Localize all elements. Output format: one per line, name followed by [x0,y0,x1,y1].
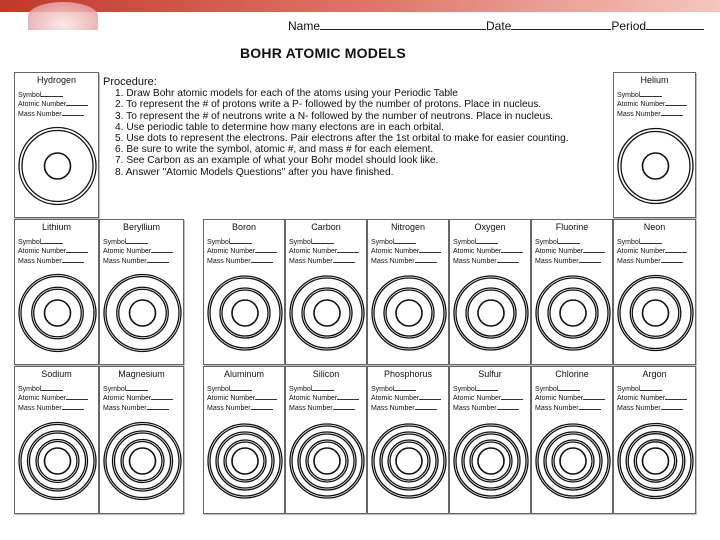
symbol-blank[interactable] [312,385,334,391]
electron-shell-ring [470,440,512,482]
electron-shell-ring [552,440,594,482]
electron-shell-ring [119,289,167,337]
symbol-label: Symbol [617,92,641,99]
atomic-number-blank[interactable] [66,100,88,106]
bohr-model-diagram [450,409,531,513]
symbol-label: Symbol [371,239,395,246]
bohr-model-diagram [614,262,696,364]
atomic-number-label: Atomic Number [371,395,420,403]
electron-shell-ring [104,423,181,500]
bohr-model-diagram [15,409,99,513]
electron-shell-ring [462,432,520,490]
electron-shell-ring [630,288,681,339]
electron-shell-ring [380,432,438,490]
symbol-blank[interactable] [558,385,580,391]
symbol-row [207,238,277,247]
element-card-fluorine [531,219,613,365]
electron-shell-ring [388,440,430,482]
nucleus-circle [232,448,258,474]
element-card-silicon [285,366,367,514]
atomic-number-label: Atomic Number [18,101,67,109]
electron-shell-ring [298,432,356,490]
electron-shell-ring [374,426,444,496]
electron-shell-ring [290,276,364,350]
procedure-title: Procedure: [103,76,157,88]
atomic-number-label: Atomic Number [453,248,502,256]
atomic-number-blank[interactable] [583,394,605,400]
symbol-blank[interactable] [126,238,148,244]
element-name: Carbon [311,222,341,232]
mass-number-label: Mass Number [18,110,62,118]
electron-shell-ring [290,424,364,498]
electron-shell-ring [621,132,690,201]
symbol-blank[interactable] [640,238,662,244]
atomic-number-blank[interactable] [501,394,523,400]
symbol-label: Symbol [289,386,313,393]
electron-shell-ring [618,276,693,351]
symbol-row [617,238,687,247]
nucleus-circle [560,448,586,474]
date-blank[interactable] [511,20,611,30]
atomic-number-row [18,247,88,256]
procedure-step: 3. To represent the # of neutrons write a N- followed by the number of neutrons. Place in nucleus. [115,110,554,122]
electron-shell-ring [538,426,608,496]
symbol-row [207,385,277,394]
electron-shell-ring [222,290,268,336]
bohr-model-diagram [204,409,285,513]
symbol-blank[interactable] [476,238,498,244]
nucleus-circle [45,448,71,474]
element-card-carbon [285,219,367,365]
procedure-step: 2. To represent the # of protons write a P- followed by the number of protons. Place in nucleus. [115,99,542,111]
mass-number-label: Mass Number [207,257,251,265]
symbol-row [453,385,523,394]
atomic-number-label: Atomic Number [453,395,502,403]
element-card-helium [613,72,696,218]
atomic-number-label: Atomic Number [18,395,67,403]
name-label: Name [288,19,321,33]
atomic-number-blank[interactable] [151,247,173,253]
procedure-step: 7. See Carbon as an example of what your Bohr model should look like. [115,155,439,167]
nucleus-circle [314,300,340,326]
atomic-number-blank[interactable] [419,247,441,253]
electron-shell-ring [384,288,434,338]
electron-shell-ring [372,276,446,350]
symbol-label: Symbol [18,239,42,246]
element-card-boron [203,219,285,365]
atomic-number-row [453,394,523,403]
atomic-number-blank[interactable] [337,247,359,253]
atomic-number-blank[interactable] [255,394,277,400]
element-card-chlorine [531,366,613,514]
symbol-blank[interactable] [394,238,416,244]
atomic-number-label: Atomic Number [103,248,152,256]
symbol-row [18,385,88,394]
electron-shell-ring [544,432,602,490]
atomic-number-blank[interactable] [583,247,605,253]
procedure-step: 6. Be sure to write the symbol, atomic #, and mass # for each element. [115,144,434,156]
mass-number-label: Mass Number [289,404,333,412]
symbol-label: Symbol [289,239,313,246]
nucleus-circle [560,300,586,326]
electron-shell-ring [536,424,610,498]
symbol-blank[interactable] [41,91,63,97]
element-name: Nitrogen [390,222,426,232]
electron-shell-ring [454,424,528,498]
element-card-hydrogen [14,72,99,218]
symbol-label: Symbol [207,386,231,393]
atomic-number-label: Atomic Number [617,101,666,109]
atomic-number-blank[interactable] [665,100,687,106]
element-card-phosphorus [367,366,449,514]
symbol-label: Symbol [453,386,477,393]
symbol-blank[interactable] [558,238,580,244]
electron-shell-ring [618,424,693,499]
element-name: Neon [643,222,666,232]
mass-number-label: Mass Number [371,404,415,412]
atomic-number-blank[interactable] [665,394,687,400]
symbol-blank[interactable] [640,91,662,97]
electron-shell-ring [36,440,79,483]
electron-shell-ring [372,424,446,498]
nucleus-circle [45,153,71,179]
electron-shell-ring [548,288,598,338]
element-name: Aluminum [223,369,264,379]
symbol-row [371,385,441,394]
nucleus-circle [130,300,156,326]
electron-shell-ring [292,426,362,496]
element-name: Fluorine [555,222,589,232]
electron-shell-ring [454,276,528,350]
element-card-sulfur [449,366,531,514]
bohr-model-diagram [286,262,367,364]
symbol-label: Symbol [18,92,42,99]
electron-shell-ring [19,423,96,500]
symbol-label: Symbol [18,386,42,393]
element-name: Chlorine [555,369,589,379]
element-card-neon [613,219,696,365]
symbol-blank[interactable] [640,385,662,391]
electron-shell-ring [304,290,350,336]
bohr-model-diagram [15,262,99,364]
atomic-number-row [289,394,359,403]
element-name: Phosphorus [383,369,433,379]
bohr-model-diagram [368,409,449,513]
atomic-number-label: Atomic Number [617,248,666,256]
element-name: Magnesium [118,369,165,379]
symbol-row [103,385,173,394]
atomic-number-row [18,100,88,109]
electron-shell-ring [468,290,514,336]
atomic-number-label: Atomic Number [289,248,338,256]
atomic-number-label: Atomic Number [289,395,338,403]
symbol-label: Symbol [453,239,477,246]
electron-shell-ring [632,290,679,337]
page-title: BOHR ATOMIC MODELS [240,45,406,61]
procedure-box [103,77,613,197]
electron-shell-ring [550,290,596,336]
electron-shell-ring [224,440,266,482]
element-card-nitrogen [367,219,449,365]
atomic-number-blank[interactable] [337,394,359,400]
symbol-label: Symbol [617,239,641,246]
atomic-number-blank[interactable] [151,394,173,400]
electron-shell-ring [19,128,96,205]
symbol-row [371,238,441,247]
mass-number-label: Mass Number [18,404,62,412]
bohr-model-diagram [450,262,531,364]
electron-shell-ring [618,129,693,204]
atomic-number-blank[interactable] [501,247,523,253]
symbol-label: Symbol [371,386,395,393]
symbol-row [289,385,359,394]
atomic-number-label: Atomic Number [371,248,420,256]
electron-shell-ring [620,426,691,497]
atomic-number-label: Atomic Number [207,248,256,256]
atomic-number-row [371,247,441,256]
mass-number-label: Mass Number [617,404,661,412]
nucleus-circle [643,153,669,179]
mass-number-label: Mass Number [207,404,251,412]
symbol-row [103,238,173,247]
electron-shell-ring [466,288,516,338]
atomic-number-row [207,394,277,403]
symbol-blank[interactable] [476,385,498,391]
element-name: Hydrogen [36,75,77,85]
element-card-argon [613,366,696,514]
nucleus-circle [130,448,156,474]
atomic-number-row [617,100,687,109]
symbol-row [453,238,523,247]
atomic-number-row [103,247,173,256]
mass-number-label: Mass Number [617,110,661,118]
electron-shell-ring [121,440,164,483]
element-card-aluminum [203,366,285,514]
bohr-model-diagram [614,115,696,217]
electron-shell-ring [216,432,274,490]
name-blank[interactable] [320,20,486,30]
nucleus-circle [478,448,504,474]
electron-shell-ring [34,289,82,337]
atomic-number-row [535,394,605,403]
atomic-number-row [371,394,441,403]
mass-number-label: Mass Number [103,404,147,412]
symbol-label: Symbol [617,386,641,393]
electron-shell-ring [21,425,94,498]
symbol-row [289,238,359,247]
symbol-blank[interactable] [312,238,334,244]
electron-shell-ring [208,276,282,350]
nucleus-circle [643,448,669,474]
electron-shell-ring [117,287,169,339]
symbol-label: Symbol [103,386,127,393]
procedure-steps [115,88,613,178]
atomic-number-row [617,394,687,403]
symbol-row [18,91,88,100]
mass-number-label: Mass Number [453,404,497,412]
atomic-number-row [617,247,687,256]
atomic-number-row [453,247,523,256]
electron-shell-ring [19,275,96,352]
symbol-label: Symbol [535,386,559,393]
electron-shell-ring [634,440,676,482]
bohr-model-diagram [100,262,184,364]
mass-number-label: Mass Number [535,404,579,412]
electron-shell-ring [306,440,348,482]
atomic-number-blank[interactable] [665,247,687,253]
bohr-model-diagram [614,409,696,513]
element-name: Sulfur [478,369,502,379]
atomic-number-blank[interactable] [66,394,88,400]
symbol-blank[interactable] [41,385,63,391]
period-blank[interactable] [646,20,704,30]
element-name: Beryllium [122,222,160,232]
element-name: Sodium [41,369,72,379]
element-name: Silicon [312,369,340,379]
mass-number-label: Mass Number [453,257,497,265]
nucleus-circle [643,300,669,326]
date-label: Date [486,19,512,33]
symbol-blank[interactable] [126,385,148,391]
element-card-lithium [14,219,99,365]
mass-number-label: Mass Number [103,257,147,265]
nucleus-circle [478,300,504,326]
mass-number-label: Mass Number [535,257,579,265]
electron-shell-ring [22,131,93,202]
bohr-model-diagram [532,262,613,364]
element-card-oxygen [449,219,531,365]
electron-shell-ring [302,288,352,338]
symbol-label: Symbol [103,239,127,246]
atomic-number-row [18,394,88,403]
nucleus-circle [45,300,71,326]
electron-shell-ring [220,288,270,338]
top-accent-bar [0,0,720,12]
atomic-number-row [535,247,605,256]
bohr-model-diagram [368,262,449,364]
electron-shell-ring [208,424,282,498]
atomic-number-label: Atomic Number [535,395,584,403]
bohr-model-diagram [532,409,613,513]
symbol-row [617,91,687,100]
bohr-model-diagram [15,115,99,217]
atomic-number-label: Atomic Number [617,395,666,403]
atomic-number-label: Atomic Number [535,248,584,256]
element-name: Boron [231,222,257,232]
symbol-label: Symbol [535,239,559,246]
element-name: Lithium [41,222,71,232]
nucleus-circle [314,448,340,474]
symbol-label: Symbol [207,239,231,246]
atomic-number-row [207,247,277,256]
electron-shell-ring [210,426,280,496]
symbol-blank[interactable] [230,385,252,391]
atomic-number-label: Atomic Number [18,248,67,256]
symbol-blank[interactable] [41,238,63,244]
electron-shell-ring [456,426,526,496]
symbol-row [617,385,687,394]
symbol-row [535,385,605,394]
nucleus-circle [232,300,258,326]
symbol-blank[interactable] [394,385,416,391]
element-card-beryllium [99,219,184,365]
electron-shell-ring [104,275,181,352]
symbol-blank[interactable] [230,238,252,244]
mass-number-label: Mass Number [617,257,661,265]
nucleus-circle [396,300,422,326]
bohr-model-diagram [204,262,285,364]
logo-emblem [28,2,98,30]
procedure-step: 8. Answer "Atomic Models Questions" after you have finished. [115,166,394,178]
electron-shell-ring [106,425,179,498]
atomic-number-blank[interactable] [255,247,277,253]
atomic-number-label: Atomic Number [207,395,256,403]
element-name: Argon [642,369,667,379]
period-label: Period [611,19,647,33]
electron-shell-ring [386,290,432,336]
procedure-step: 4. Use periodic table to determine how many electons are in each orbital. [115,121,445,133]
procedure-step: 5. Use dots to represent the electrons. Pair electrons after the 1st orbital to make for easier counting. [115,133,569,145]
atomic-number-row [289,247,359,256]
atomic-number-blank[interactable] [419,394,441,400]
nucleus-circle [396,448,422,474]
atomic-number-row [103,394,173,403]
mass-number-label: Mass Number [371,257,415,265]
procedure-step: 1. Draw Bohr atomic models for each of the atoms using your Periodic Table [115,88,458,100]
element-card-magnesium [99,366,184,514]
element-name: Helium [640,75,669,85]
symbol-row [18,238,88,247]
electron-shell-ring [32,287,84,339]
bohr-model-diagram [286,409,367,513]
bohr-model-diagram [100,409,184,513]
atomic-number-blank[interactable] [66,247,88,253]
mass-number-label: Mass Number [289,257,333,265]
worksheet-header [288,19,704,33]
atomic-number-label: Atomic Number [103,395,152,403]
electron-shell-ring [536,276,610,350]
symbol-row [535,238,605,247]
element-card-sodium [14,366,99,514]
mass-number-label: Mass Number [18,257,62,265]
element-name: Oxygen [474,222,506,232]
